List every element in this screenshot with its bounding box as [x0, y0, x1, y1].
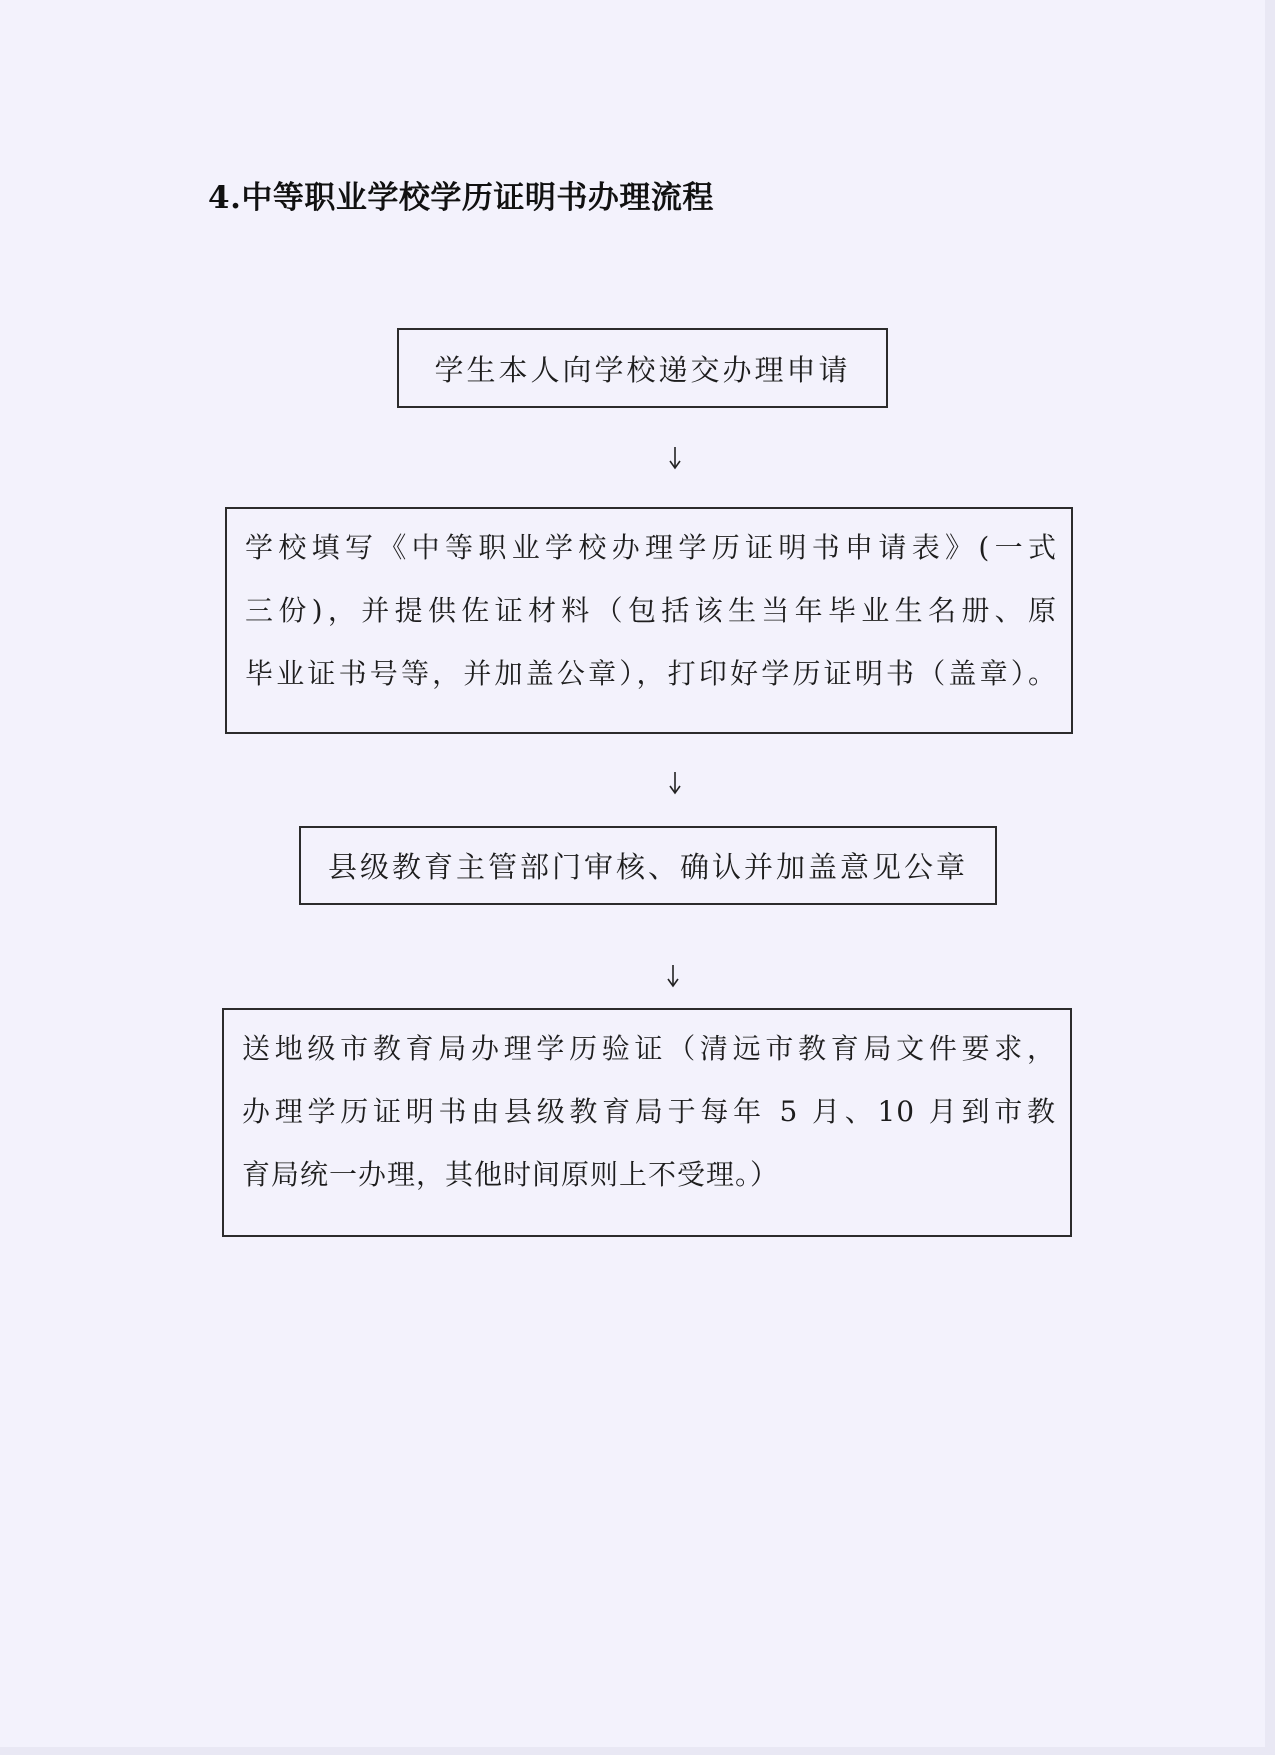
flow-step-line: 育局统一办理，其他时间原则上不受理。）: [242, 1158, 780, 1191]
flow-step-text: 学生本人向学校递交办理申请: [434, 352, 851, 387]
flow-step-county-review: [299, 826, 997, 905]
flow-step-line: 办理学历证明书由县级教育局于每年 5 月、10 月到市教: [242, 1095, 1056, 1128]
flow-step-submit-application: [397, 328, 888, 408]
flow-step-school-fill-form: [225, 507, 1073, 734]
down-arrow-icon: [663, 446, 687, 470]
flow-step-line: 送地级市教育局办理学历验证（清远市教育局文件要求，: [242, 1032, 1056, 1065]
page-title: 4.中等职业学校学历证明书办理流程: [208, 180, 714, 216]
down-arrow-icon: [661, 964, 685, 988]
flow-step-line: 三份)，并提供佐证材料（包括该生当年毕业生名册、原: [245, 594, 1057, 627]
flow-step-line: 学校填写《中等职业学校办理学历证明书申请表》(一式: [245, 531, 1057, 564]
down-arrow-icon: [663, 771, 687, 795]
flow-step-city-verification: [222, 1008, 1072, 1237]
flow-step-line: 毕业证书号等，并加盖公章），打印好学历证明书（盖章）。: [245, 657, 1057, 690]
flow-step-text: 县级教育主管部门审核、确认并加盖意见公章: [327, 850, 968, 884]
